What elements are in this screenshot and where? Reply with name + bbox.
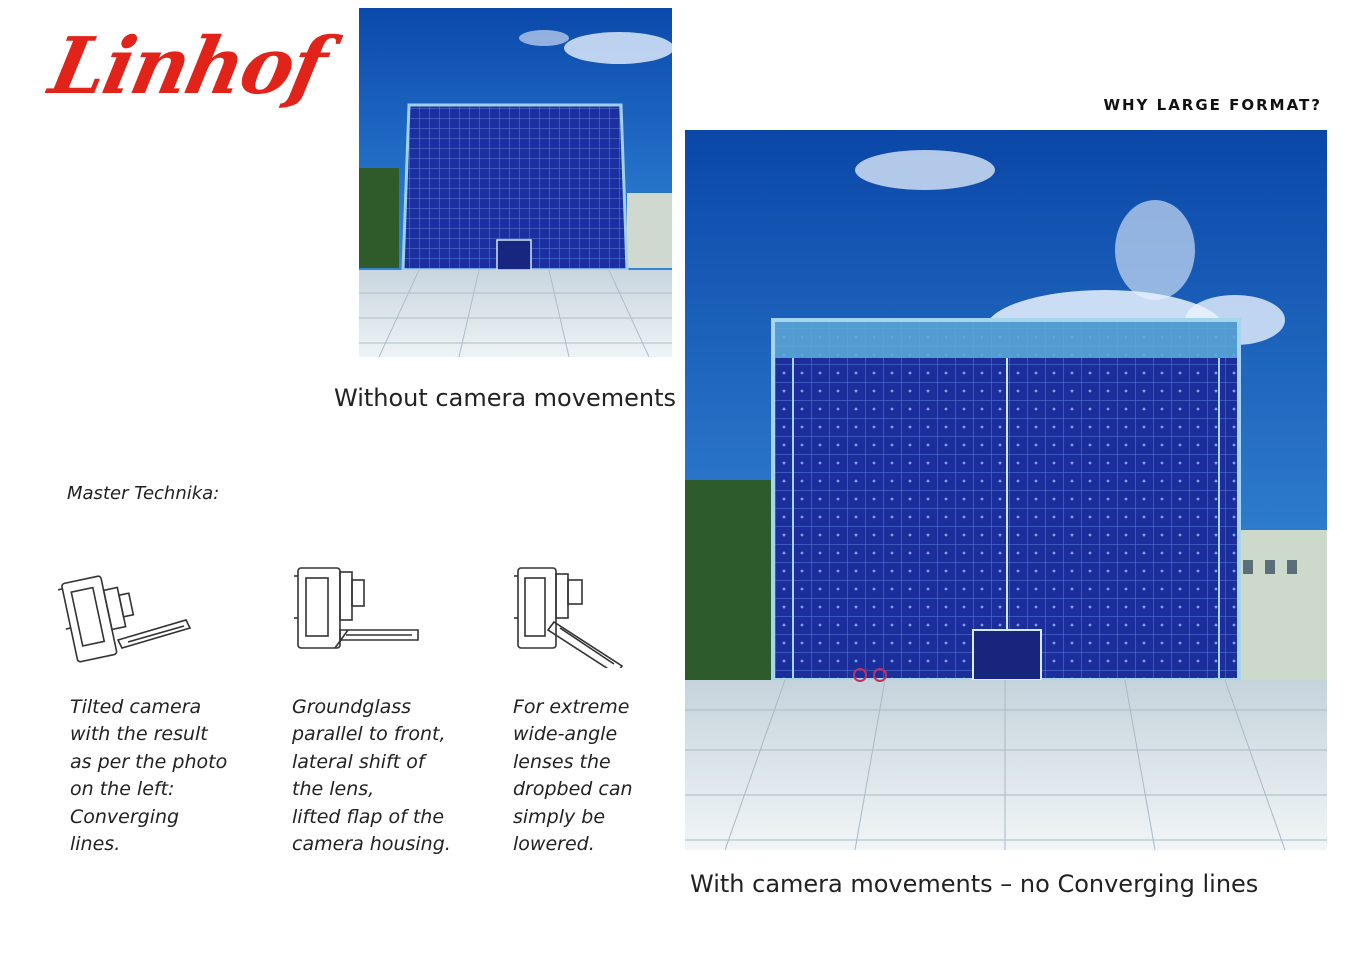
caption-without-movements: Without camera movements <box>334 384 676 412</box>
section-label: WHY LARGE FORMAT? <box>1103 96 1322 114</box>
photo-without-movements <box>359 8 672 357</box>
description-lowered-dropbed: For extreme wide-angle lenses the dropbed can simply be lowered. <box>513 696 633 856</box>
tilted-camera-diagram <box>58 562 198 672</box>
caption-with-movements: With camera movements – no Converging lines <box>690 870 1259 898</box>
parallel-groundglass-diagram <box>290 558 430 668</box>
linhof-logo: Linhof <box>42 21 334 112</box>
photo-with-movements <box>685 130 1327 850</box>
lowered-dropbed-diagram <box>510 558 650 668</box>
description-parallel-groundglass: Groundglass parallel to front, lateral shift of the lens, lifted flap of the camera housing. <box>292 696 451 856</box>
subheading-master-technika: Master Technika: <box>67 483 220 504</box>
description-tilted-camera: Tilted camera with the result as per the photo on the left: Converging lines. <box>70 696 228 856</box>
